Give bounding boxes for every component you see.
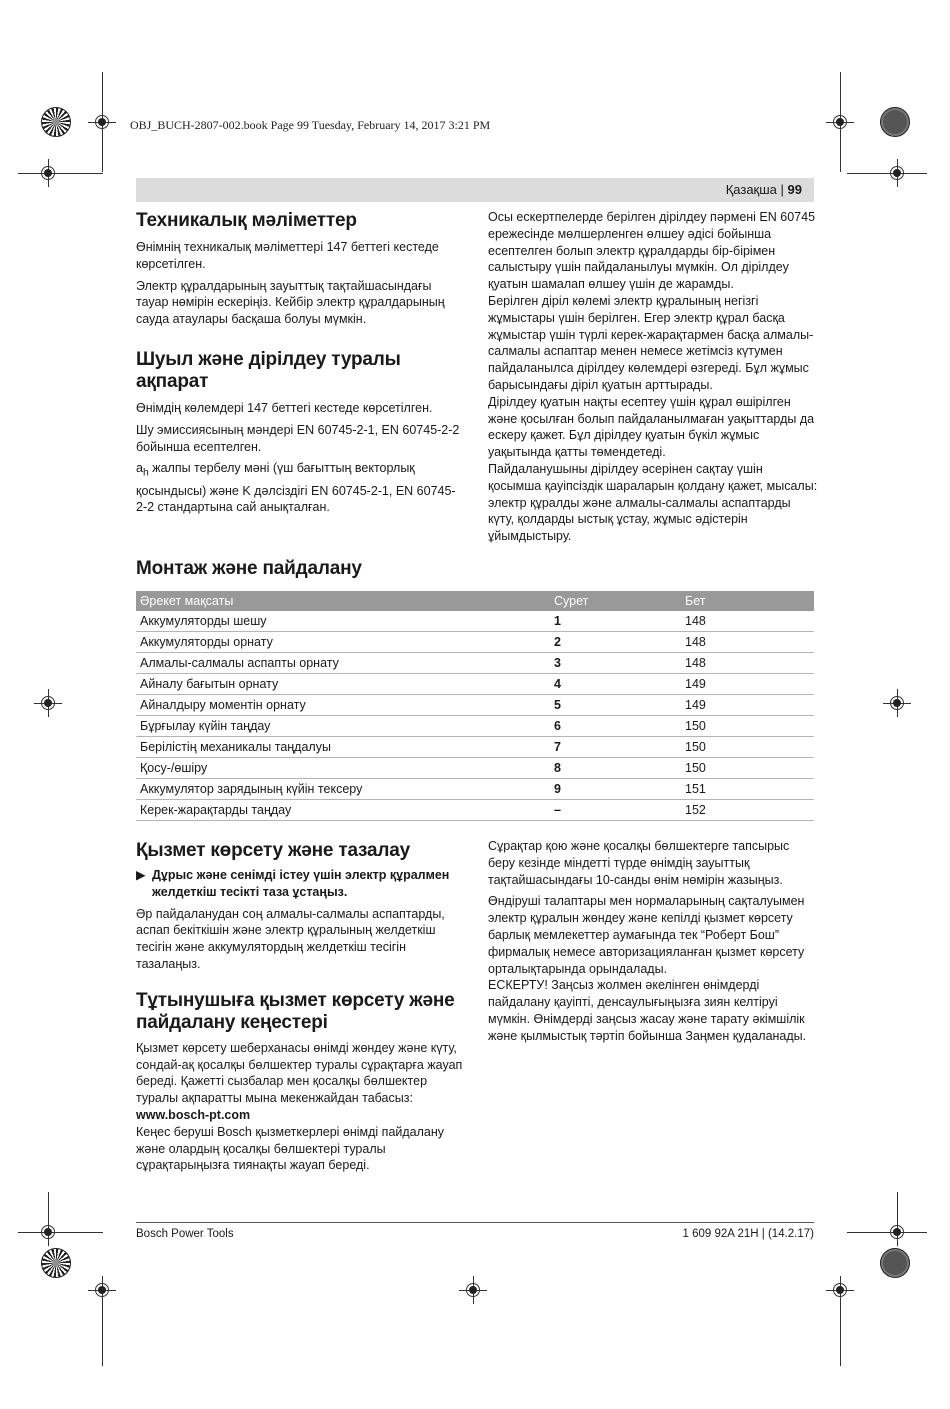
table-row [136,695,814,716]
table-cell: 149 [681,674,814,695]
website-link[interactable]: www.bosch-pt.com [136,1107,251,1122]
paragraph: Электр құралдарының зауыттық тақтайшасындағы тауар нөмірін ескеріңіз. Кейбір электр құралдарының сауда атаулары басқаша болуы мүмкін. [136,278,445,327]
table-cell: Аккумулятор зарядының күйін тексеру [136,779,550,800]
table-cell: – [550,800,681,821]
vibration-symbol: a [136,461,143,476]
paragraph: Әр пайдаланудан соң алмалы-салмалы аспаптарды, аспап бекіткішін және электр құралының желдеткіш тесігін және аккумулятордың желдеткіш тесігін тазалаңыз. [136,906,445,971]
table-cell: Алмалы-салмалы аспапты орнату [136,653,550,674]
table-cell: 152 [681,800,814,821]
table-row [136,758,814,779]
paragraph: ЕСКЕРТУ! Заңсыз жолмен әкелінген өнімдерді пайдалану қауіпті, денсаулығыңызға зиян келтіруі мүмкін. Өнімдерді заңсыз жасау және тарату әкімшілік және қылмыстық тәртіп бойынша Заңмен қудаланады. [488,978,807,1043]
print-slug: OBJ_BUCH-2807-002.book Page 99 Tuesday, February 14, 2017 3:21 PM [130,118,491,132]
table-cell: 7 [550,737,681,758]
registration-rosette-icon [880,107,910,137]
table-cell: 148 [681,611,814,632]
paragraph: Қызмет көрсету шеберханасы өнімді жөндеу және күту, сондай-ақ қосалқы бөлшектер туралы сұрақтарға жауап береді. Қажетті сызбалар мен қосалқы бөлшектер туралы ақпаратты мына мекенжайдан табасыз: [136,1040,463,1106]
table-header-row [136,591,814,611]
paragraph [136,460,466,516]
paragraph: Пайдаланушыны дірілдеу әсерінен сақтау үшін қосымша қауіпсіздік шараларын қолдану қажет, мысалы: электр құралды және алмалы-салмалы аспаптарды күту, қолдарды ыстық ұстау, жұмыс әдістерін ұйымдыстыру. [488,461,818,544]
paragraph: Өнімдің көлемдері 147 беттегі кестеде көрсетілген. [136,400,433,415]
table-cell: Қосу-/өшіру [136,758,550,779]
vibration-symbol-subscript: h [142,467,149,479]
page-header [136,178,814,202]
table-cell: 150 [681,716,814,737]
table-row [136,632,814,653]
table-cell: 1 [550,611,681,632]
table-cell: Берілістің механикалы таңдалуы [136,737,550,758]
paragraph: Осы ескертпелерде берілген дірілдеу пәрмені EN 60745 ережесінде мөлшерленген өлшеу әдісі бойынша есептелген болып электр құралдарды бір-бірімен салыстыру үшін пайдаланылуы мүмкін. Ол дірілдеу қуатын шамалап өлшеу үшін де жарамды. [488,210,816,292]
left-column-top [136,210,466,521]
table-cell: 148 [681,632,814,653]
paragraph: Шу эмиссиясының мәндері EN 60745-2-1, EN 60745-2-2 бойынша есептелген. [136,422,460,454]
table-cell: 150 [681,758,814,779]
section-title-mounting: Монтаж және пайдалану [136,558,362,579]
paragraph-text: жалпы тербелу мәні (үш бағыттың векторлық қосындысы) және K дәлсіздігі EN 60745-2-1, EN 60745-2-2 стандартына сай анықталған. [136,461,456,515]
paragraph: Кеңес беруші Bosch қызметкерлері өнімді пайдалану және олардың қосалқы бөлшектері туралы сұрақтарыңызға тиянақты жауап береді. [136,1124,445,1173]
footer-divider [136,1222,814,1223]
table-row [136,611,814,632]
table-row [136,674,814,695]
table-cell: 3 [550,653,681,674]
page-number: 99 [787,182,802,197]
registration-rosette-icon [41,107,71,137]
table-row [136,800,814,821]
language-label: Қазақша [725,182,777,197]
paragraph: Өндіруші талаптары мен нормаларының сақталуымен электр құралын жөндеу және кепілді қызмет көрсету барлық мемлекеттер аумағында тек “Роберт Бош” фирмалық немесе авторизацияланған қызмет көрсету орталықтарында орындалады. [488,894,805,976]
table-cell: 4 [550,674,681,695]
table-row [136,716,814,737]
table-row [136,779,814,800]
table-cell: Аккумуляторды орнату [136,632,550,653]
table-cell: 150 [681,737,814,758]
table-cell: 8 [550,758,681,779]
table-cell: 151 [681,779,814,800]
table-cell: Айналдыру моментін орнату [136,695,550,716]
column-header: Сурет [550,591,681,611]
right-column-bottom [488,838,818,1045]
paragraph: Берілген діріл көлемі электр құралының негізгі жұмыстары үшін берілген. Егер электр құрал басқа жұмыстар үшін түрлі керек-жарақтармен басқа алмалы-салмалы аспаптар менен немесе жетімсіз күтумен пайдаланылса дірілдеу көлемдері өзгереді. Бұл жұмыс барысындағы діріл қуатын арттырады. [488,293,814,392]
footer-right: 1 609 92A 21H | (14.2.17) [682,1228,814,1240]
paragraph: Сұрақтар қою және қосалқы бөлшектерге тапсырыс беру кезінде міндетті түрде өнімдің зауыттық тақтайшасындағы 10-санды өнім нөмірін жазыңыз. [488,839,790,887]
section-title-customer-service: Тұтынушыға қызмет көрсету және пайдалану кеңестері [136,989,455,1033]
table-cell: Бұрғылау күйін таңдау [136,716,550,737]
paragraph: Дірілдеу қуатын нақты есептеу үшін құрал өшірілген және қосылған болып пайдаланылмаған уақыттарды да ескеру қажет. Бұл дірілдеу қуатын бүкіл жұмыс уақытында қатты төмендетеді. [488,394,815,460]
column-header: Бет [681,591,814,611]
registration-rosette-icon [880,1248,910,1278]
page-header-label: Қазақша | 99 [725,182,802,197]
table-cell: 5 [550,695,681,716]
bullet-instruction [136,867,466,901]
column-header: Әрекет мақсаты [136,591,550,611]
section-title-service: Қызмет көрсету және тазалау [136,840,411,861]
table-cell: Аккумуляторды шешу [136,611,550,632]
table-row [136,653,814,674]
registration-rosette-icon [41,1248,71,1278]
table-cell: 2 [550,632,681,653]
paragraph: Өнімнің техникалық мәліметтері 147 беттегі кестеде көрсетілген. [136,240,439,271]
right-column-top [488,209,818,545]
table-cell: 149 [681,695,814,716]
section-title-noise: Шуыл және дірілдеу туралы ақпарат [136,348,401,392]
table-cell: Керек-жарақтарды таңдау [136,800,550,821]
footer-left: Bosch Power Tools [136,1228,234,1240]
bullet-marker-icon: ▶ [136,868,146,882]
table-cell: Айналу бағытын орнату [136,674,550,695]
table-row [136,737,814,758]
table-cell: 6 [550,716,681,737]
section-title-technical: Техникалық мәліметтер [136,210,357,231]
table-cell: 9 [550,779,681,800]
operations-table [136,591,814,821]
left-column-bottom [136,840,466,1174]
table-cell: 148 [681,653,814,674]
bullet-text: Дұрыс және сенімді істеу үшін электр құралмен желдеткіш тесікті таза ұстаңыз. [152,868,450,899]
